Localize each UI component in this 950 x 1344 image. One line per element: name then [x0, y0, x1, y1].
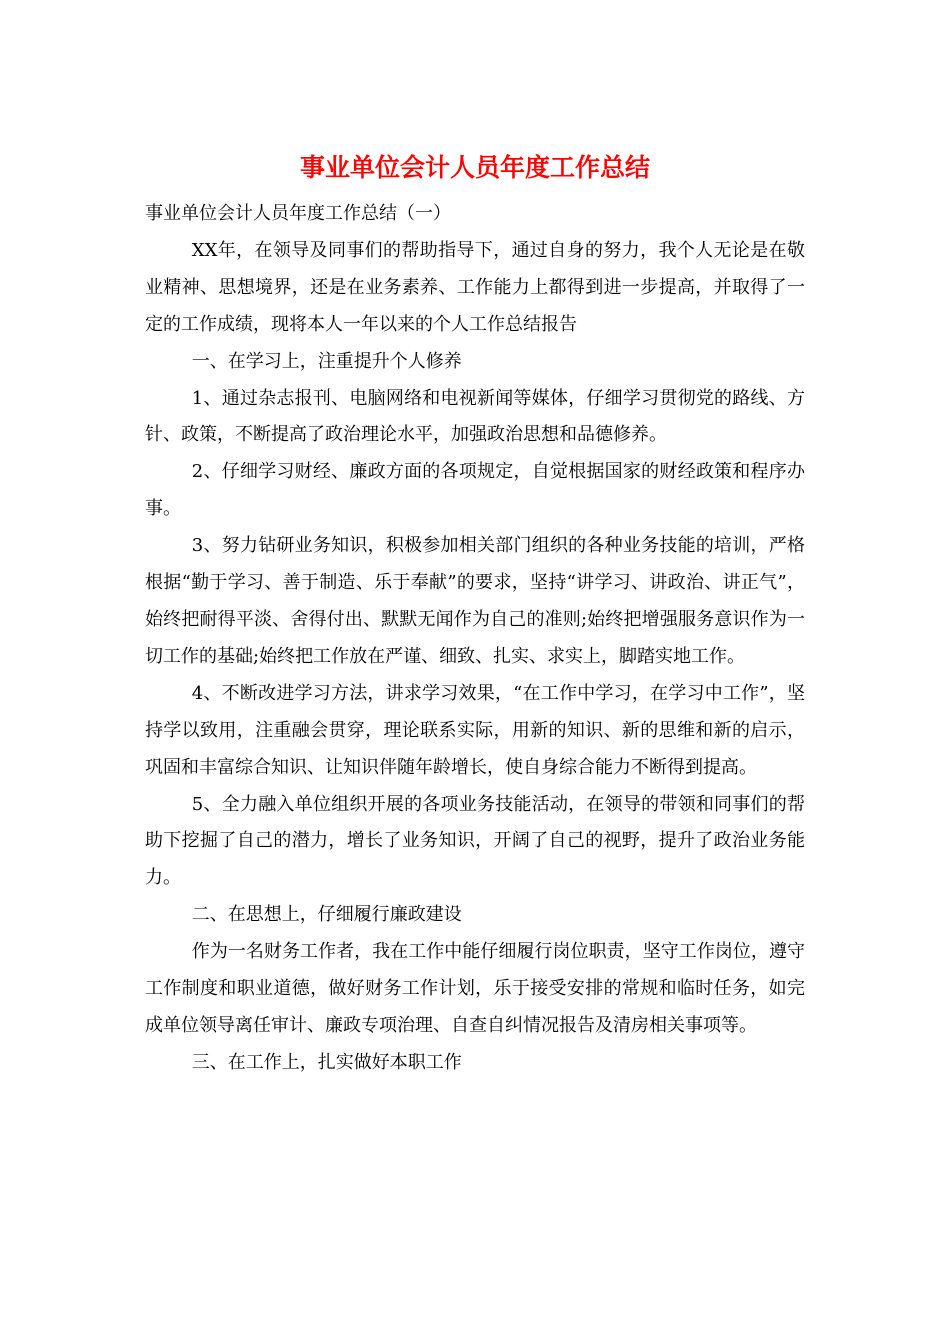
paragraph-ideology: 作为一名财务工作者，我在工作中能仔细履行岗位职责，坚守工作岗位，遵守工作制度和职业道德，做好财务工作计划，乐于接受安排的常规和临时任务，如完成单位领导离任审计、廉政专项治理、自查自纠情况报告及清房相关事项等。 [145, 941, 805, 1036]
section-heading-ideology: 二、在思想上，仔细履行廉政建设 [191, 904, 462, 926]
paragraph-item-2: 2、仔细学习财经、廉政方面的各项规定，自觉根据国家的财经政策和程序办事。 [145, 461, 805, 520]
document-subtitle: 事业单位会计人员年度工作总结（一） [145, 203, 451, 224]
paragraph-item-4: 4、不断改进学习方法，讲求学习效果，“在工作中学习，在学习中工作”，坚持学以致用，注重融会贯穿，理论联系实际，用新的知识、新的思维和新的启示，巩固和丰富综合知识、让知识伴随年龄增长，使自身综合能力不断得到提高。 [145, 682, 805, 778]
paragraph-intro: XX年，在领导及同事们的帮助指导下，通过自身的努力，我个人无论是在敬业精神、思想境界，还是在业务素养、工作能力上都得到进一步提高，并取得了一定的工作成绩，现将本人一年以来的个人工作总结报告 [145, 239, 805, 335]
paragraph-item-1: 1、通过杂志报刊、电脑网络和电视新闻等媒体，仔细学习贯彻党的路线、方针、政策，不断提高了政治理论水平，加强政治思想和品德修养。 [145, 387, 805, 446]
section-heading-study: 一、在学习上，注重提升个人修养 [191, 350, 462, 372]
paragraph-item-5: 5、全力融入单位组织开展的各项业务技能活动，在领导的带领和同事们的帮助下挖掘了自己的潜力，增长了业务知识，开阔了自己的视野，提升了政治业务能力。 [145, 793, 805, 889]
paragraph-item-3: 3、努力钻研业务知识，积极参加相关部门组织的各种业务技能的培训，严格根据“勤于学习、善于制造、乐于奉献”的要求，坚持“讲学习、讲政治、讲正气”，始终把耐得平淡、舍得付出、默默无闻作为自己的准则;始终把增强服务意识作为一切工作的基础;始终把工作放在严谨、细致、扎实、求实上，脚踏实地工作。 [145, 535, 805, 667]
document-title: 事业单位会计人员年度工作总结 [299, 153, 650, 182]
section-heading-work: 三、在工作上，扎实做好本职工作 [191, 1051, 462, 1073]
document-body [145, 196, 805, 1082]
